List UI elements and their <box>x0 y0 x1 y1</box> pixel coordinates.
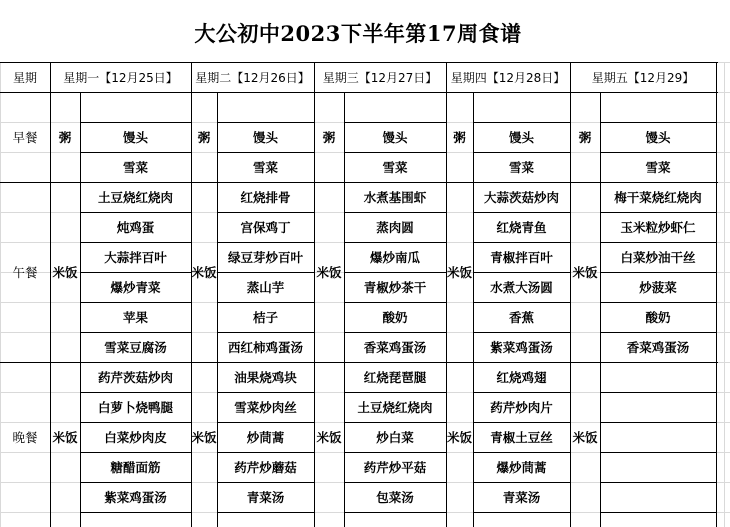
grid-line <box>473 302 570 303</box>
grid-line <box>344 122 446 123</box>
dish-dinner: 炒茼蒿 <box>246 430 285 445</box>
grid-line <box>217 332 314 333</box>
day-header: 星期一【12月25日】 <box>63 70 178 85</box>
day-header: 星期五【12月29】 <box>591 70 695 85</box>
staple-dinner: 米饭 <box>572 430 598 445</box>
grid-line <box>473 242 570 243</box>
dish-breakfast: 雪菜 <box>122 160 148 175</box>
dish-breakfast: 馒头 <box>508 130 534 145</box>
dish-dinner <box>600 422 716 452</box>
grid-line <box>473 422 570 423</box>
staple-dinner: 米饭 <box>446 430 472 445</box>
grid-line <box>344 362 446 363</box>
dish-breakfast: 馒头 <box>122 130 148 145</box>
meal-label-lunch: 午餐 <box>12 265 38 280</box>
dish-lunch: 酸奶 <box>645 310 671 325</box>
grid-line <box>716 62 717 527</box>
dish-breakfast <box>473 92 570 122</box>
corner-label: 星期 <box>12 70 37 85</box>
grid-line <box>217 272 314 273</box>
dish-breakfast: 雪菜 <box>382 160 408 175</box>
dish-dinner: 爆炒茼蒿 <box>496 460 547 475</box>
grid-line <box>600 452 716 453</box>
dish-lunch: 水煮基围虾 <box>363 190 427 205</box>
dish-dinner: 药芹炒平菇 <box>363 460 427 475</box>
grid-line <box>217 242 314 243</box>
staple-lunch: 米饭 <box>52 265 78 280</box>
dish-dinner: 油果烧鸡块 <box>234 370 297 385</box>
grid-line <box>473 272 570 273</box>
grid-line <box>344 452 446 453</box>
dish-lunch: 西红柿鸡蛋汤 <box>227 340 303 355</box>
dish-breakfast <box>80 92 191 122</box>
dish-lunch: 桔子 <box>252 310 278 325</box>
dish-lunch: 玉米粒炒虾仁 <box>620 220 696 235</box>
grid-line <box>80 422 191 423</box>
grid-line <box>80 272 191 273</box>
dish-breakfast: 雪菜 <box>508 160 534 175</box>
dish-lunch: 香蕉 <box>508 310 534 325</box>
grid-line <box>80 362 191 363</box>
grid-line <box>217 482 314 483</box>
dish-lunch: 炖鸡蛋 <box>116 220 155 235</box>
grid-line <box>80 302 191 303</box>
grid-line <box>344 332 446 333</box>
dish-lunch: 梅干菜烧红烧肉 <box>614 190 702 205</box>
dish-lunch: 青椒炒茶干 <box>363 280 427 295</box>
grid-line <box>217 362 314 363</box>
grid-line <box>217 512 314 513</box>
grid-line <box>473 152 570 153</box>
dish-breakfast <box>217 92 314 122</box>
grid-line <box>344 422 446 423</box>
grid-line <box>217 452 314 453</box>
grid-line <box>600 242 716 243</box>
dish-dinner: 青菜汤 <box>502 490 541 505</box>
grid-line <box>344 512 446 513</box>
grid-line <box>344 392 446 393</box>
grid-line <box>600 272 716 273</box>
dish-lunch: 白菜炒油干丝 <box>620 250 696 265</box>
dish-breakfast <box>600 92 716 122</box>
staple-dinner: 米饭 <box>191 430 217 445</box>
page-title: 大公初中2023下半年第17周食谱 <box>194 21 522 46</box>
grid-line <box>80 122 191 123</box>
dish-lunch: 爆炒青菜 <box>110 280 161 295</box>
grid-line <box>217 212 314 213</box>
dish-breakfast: 雪菜 <box>252 160 278 175</box>
grid-line <box>600 392 716 393</box>
grid-line <box>473 512 570 513</box>
staple-breakfast: 粥 <box>453 130 466 145</box>
dish-lunch: 炒菠菜 <box>639 280 677 295</box>
staple-breakfast: 粥 <box>197 130 211 145</box>
meal-label-breakfast: 早餐 <box>12 130 38 145</box>
dish-lunch: 大蒜拌百叶 <box>104 250 167 265</box>
dish-dinner: 红烧琵琶腿 <box>363 370 427 385</box>
grid-line <box>600 332 716 333</box>
grid-line <box>217 122 314 123</box>
dish-breakfast: 馒头 <box>645 130 671 145</box>
grid-line <box>217 302 314 303</box>
grid-line <box>344 212 446 213</box>
dish-dinner: 药芹炒肉片 <box>490 400 553 415</box>
dish-lunch: 土豆烧红烧肉 <box>97 190 173 205</box>
dish-lunch: 爆炒南瓜 <box>369 250 420 265</box>
grid-line <box>473 212 570 213</box>
dish-breakfast: 馒头 <box>382 130 408 145</box>
staple-breakfast: 粥 <box>578 130 592 145</box>
grid-line <box>344 152 446 153</box>
dish-lunch: 酸奶 <box>382 310 408 325</box>
grid-line <box>473 452 570 453</box>
grid-line <box>724 62 725 527</box>
grid-line <box>217 422 314 423</box>
dish-lunch: 苹果 <box>122 310 148 325</box>
dish-dinner: 炒白菜 <box>376 430 414 445</box>
dish-lunch: 红烧排骨 <box>240 190 291 205</box>
grid-line <box>600 482 716 483</box>
dish-lunch: 大蒜茨菇炒肉 <box>483 190 559 205</box>
dish-dinner: 青椒土豆丝 <box>490 430 553 445</box>
grid-line <box>473 392 570 393</box>
grid-line <box>344 302 446 303</box>
staple-breakfast: 粥 <box>322 130 336 145</box>
dish-lunch: 绿豆芽炒百叶 <box>227 250 303 265</box>
grid-line <box>600 422 716 423</box>
grid-line <box>344 482 446 483</box>
grid-line <box>80 332 191 333</box>
grid-line <box>344 92 446 93</box>
grid-line <box>80 452 191 453</box>
grid-line <box>344 182 446 183</box>
grid-line <box>80 182 191 183</box>
dish-dinner <box>600 452 716 482</box>
dish-lunch: 香菜鸡蛋汤 <box>626 340 690 355</box>
grid-line <box>600 122 716 123</box>
grid-line <box>600 92 716 93</box>
grid-line <box>600 512 716 513</box>
dish-breakfast: 雪菜 <box>645 160 671 175</box>
dish-dinner: 红烧鸡翅 <box>496 370 547 385</box>
grid-line <box>80 92 191 93</box>
dish-dinner: 土豆烧红烧肉 <box>357 400 433 415</box>
grid-line <box>473 332 570 333</box>
grid-line <box>600 362 716 363</box>
dish-dinner: 药芹炒蘑菇 <box>234 460 297 475</box>
dish-breakfast <box>344 92 446 122</box>
staple-dinner: 米饭 <box>52 430 78 445</box>
grid-line <box>473 362 570 363</box>
grid-line <box>600 212 716 213</box>
grid-line <box>80 212 191 213</box>
dish-dinner: 紫菜鸡蛋汤 <box>104 490 167 505</box>
dish-dinner: 包菜汤 <box>376 490 414 505</box>
grid-line <box>473 122 570 123</box>
grid-line <box>217 392 314 393</box>
grid-line <box>80 152 191 153</box>
grid-line <box>344 272 446 273</box>
staple-dinner: 米饭 <box>316 430 342 445</box>
dish-lunch: 红烧青鱼 <box>496 220 547 235</box>
staple-lunch: 米饭 <box>446 265 472 280</box>
grid-line <box>344 242 446 243</box>
grid-line <box>600 302 716 303</box>
staple-lunch: 米饭 <box>572 265 598 280</box>
day-header: 星期四【12月28日】 <box>450 70 566 85</box>
grid-line <box>0 62 718 63</box>
staple-lunch: 米饭 <box>316 265 342 280</box>
dish-dinner: 糖醋面筋 <box>110 460 161 475</box>
dish-lunch: 蒸肉圆 <box>376 220 414 235</box>
grid-line <box>217 152 314 153</box>
dish-lunch: 青椒拌百叶 <box>490 250 553 265</box>
grid-line <box>80 242 191 243</box>
dish-dinner: 青菜汤 <box>246 490 285 505</box>
grid-line <box>473 482 570 483</box>
staple-breakfast: 粥 <box>58 130 72 145</box>
dish-dinner: 白菜炒肉皮 <box>104 430 167 445</box>
grid-line <box>217 92 314 93</box>
dish-dinner: 白萝卜烧鸭腿 <box>97 400 173 415</box>
dish-dinner <box>600 362 716 392</box>
dish-dinner: 雪菜炒肉丝 <box>234 400 297 415</box>
dish-breakfast: 馒头 <box>252 130 278 145</box>
grid-line <box>473 92 570 93</box>
grid-line <box>600 152 716 153</box>
grid-line <box>473 182 570 183</box>
grid-line <box>80 512 191 513</box>
dish-dinner <box>600 482 716 512</box>
meal-label-dinner: 晚餐 <box>12 430 38 445</box>
grid-line <box>217 182 314 183</box>
grid-line <box>80 482 191 483</box>
dish-lunch: 水煮大汤圆 <box>490 280 553 295</box>
dish-lunch: 宫保鸡丁 <box>240 220 291 235</box>
grid-line <box>80 392 191 393</box>
dish-lunch: 紫菜鸡蛋汤 <box>490 340 553 355</box>
dish-lunch: 蒸山芋 <box>246 280 285 295</box>
dish-dinner <box>600 392 716 422</box>
grid-line <box>600 182 716 183</box>
day-header: 星期三【12月27日】 <box>322 70 438 85</box>
dish-dinner: 药芹茨菇炒肉 <box>97 370 173 385</box>
dish-lunch: 雪菜豆腐汤 <box>104 340 167 355</box>
day-header: 星期二【12月26日】 <box>195 70 310 85</box>
dish-lunch: 香菜鸡蛋汤 <box>363 340 427 355</box>
staple-lunch: 米饭 <box>191 265 217 280</box>
